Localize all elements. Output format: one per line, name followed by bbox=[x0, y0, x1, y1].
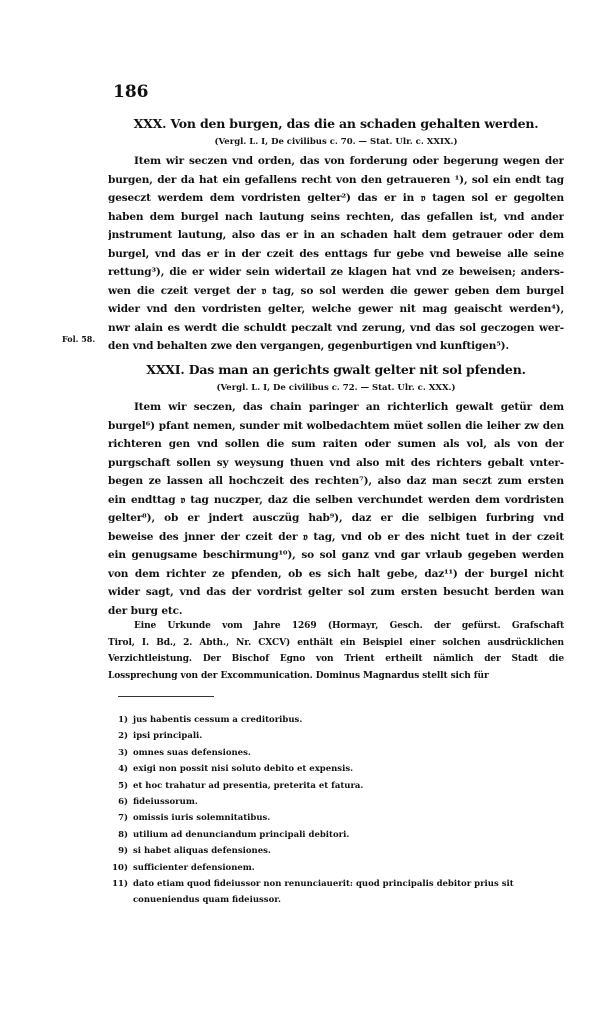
footnote bbox=[108, 827, 564, 843]
text-line: burgel, vnd das er in der czeit des enttags fur gebe vnd beweise alle seine bbox=[108, 247, 564, 260]
text-line: von dem richter ze pfenden, ob es sich halt gebe, daz¹¹) der burgel nicht bbox=[108, 567, 564, 580]
footnote bbox=[108, 794, 564, 810]
text-line: geseczt werdem dem vordristen gelter²) das er in 𝔳 tagen sol er gegolten bbox=[108, 192, 564, 204]
footnote-text-line: et hoc trahatur ad presentia, preterita et fatura. bbox=[133, 780, 364, 791]
section-title-xxx: XXX. Von den burgen, das die an schaden gehalten werden. bbox=[133, 116, 539, 131]
footnote-number: 5) bbox=[118, 780, 128, 791]
footnote-text bbox=[133, 827, 564, 843]
text-line: beweise des jnner der czeit der 𝔳 tag, vnd ob er des nicht tuet in der czeit bbox=[108, 530, 564, 543]
text-line: haben dem burgel nach lautung seins rechten, das gefallen ist, vnd ander bbox=[108, 210, 564, 223]
section-body-xxx bbox=[108, 152, 564, 356]
text-line: wen die czeit verget der 𝔳 tag, so sol werden die gewer geben dem burgel bbox=[108, 284, 564, 297]
footnote-text bbox=[133, 810, 564, 826]
note-line: Lossprechung von der Excommunication. Dominus Magnardus stellt sich für bbox=[108, 670, 489, 681]
footnote-number: 8) bbox=[118, 829, 128, 840]
footnote-number: 7) bbox=[118, 813, 128, 824]
footnote-text bbox=[133, 860, 564, 876]
footnote bbox=[108, 728, 564, 744]
footnote-text bbox=[133, 778, 564, 794]
footnote bbox=[108, 843, 564, 859]
text-line: nwr alain es werdt die schuldt peczalt vnd zerung, vnd das sol geczogen wer- bbox=[108, 321, 564, 334]
section-body-xxxi bbox=[108, 398, 564, 620]
footnote-text-line: omissis iuris solemnitatibus. bbox=[133, 813, 271, 824]
footnote-text-line: ipsi principali. bbox=[133, 731, 203, 742]
footnote bbox=[108, 745, 564, 761]
footnote-number: 10) bbox=[112, 862, 128, 873]
footnote-text bbox=[133, 794, 564, 810]
footnote-text bbox=[133, 761, 564, 777]
footnote-text bbox=[133, 876, 564, 909]
section-title-xxxi: XXXI. Das man an gerichts gwalt gelter nit sol pfenden. bbox=[146, 362, 526, 377]
footnote-text-continuation: conueniendus quam fideiussor. bbox=[133, 895, 281, 906]
note-line: Verzichtleistung. Der Bischof Egno von Trient ertheilt nämlich der Stadt die bbox=[108, 654, 564, 664]
text-line: wider sagt, vnd das der vordrist gelter sol zum ersten besucht berden wan bbox=[108, 586, 564, 598]
footnote-text bbox=[133, 745, 564, 761]
footnote-number: 1) bbox=[118, 715, 128, 725]
text-line: jnstrument lautung, also das er in an schaden halt dem getrauer oder dem bbox=[108, 229, 564, 241]
text-line: purgschaft sollen sy weysung thuen vnd also mit des richters gebalt vnter- bbox=[108, 456, 564, 469]
text-line: den vnd behalten zwe den vergangen, gegenburtigen vnd kunftigen⁵). bbox=[108, 340, 509, 352]
footnote-number: 2) bbox=[118, 731, 128, 742]
text-line: der burg etc. bbox=[108, 604, 183, 617]
text-line: ein genugsame beschirmung¹⁰), so sol ganz vnd gar vrlaub gegeben werden bbox=[108, 549, 564, 561]
footnote-text-line: dato etiam quod fideiussor non renunciauerit: quod principalis debitor prius sit bbox=[133, 878, 514, 889]
text-line: burgel⁶) pfant nemen, sunder mit wolbedachtem müet sollen die leiher zw den bbox=[108, 419, 564, 432]
footnote-text-line: exigi non possit nisi soluto debito et expensis. bbox=[133, 764, 354, 775]
text-line: Item wir seczen vnd orden, das von forderung oder begerung wegen der bbox=[134, 155, 564, 167]
section-reference-xxx: (Vergl. L. I, De civilibus c. 70. — Stat. Ulr. c. XXIX.) bbox=[214, 137, 458, 147]
footnote bbox=[108, 778, 564, 794]
page-number: 186 bbox=[113, 82, 149, 102]
text-line: richteren gen vnd sollen die sum raiten oder sumen als vol, als von der bbox=[108, 438, 564, 450]
footnote bbox=[108, 876, 564, 909]
note-line: Tirol, I. Bd., 2. Abth., Nr. CXCV) enthält ein Beispiel einer solchen ausdrücklichen bbox=[108, 637, 564, 648]
footnote bbox=[108, 761, 564, 777]
margin-folio-note: Fol. 58. bbox=[62, 334, 96, 344]
text-line: burgen, der da hat ein gefallens recht von den getraueren ¹), sol ein endt tag bbox=[108, 173, 564, 186]
text-line: Item wir seczen, das chain paringer an richterlich gewalt getür dem bbox=[134, 401, 564, 413]
footnote-text-line: utilium ad denunciandum principali debitori. bbox=[133, 829, 350, 840]
footnote bbox=[108, 712, 564, 728]
footnote-text-line: fideiussorum. bbox=[133, 796, 198, 807]
note-line: Eine Urkunde vom Jahre 1269 (Hormayr, Gesch. der gefürst. Grafschaft bbox=[134, 621, 564, 631]
text-line: begen ze lassen all hochczeit des rechten⁷), also daz man seczt zum ersten bbox=[108, 475, 564, 487]
footnote bbox=[108, 810, 564, 826]
text-line: wider vnd den vordristen gelter, welche gewer nit mag geaischt werden⁴), bbox=[108, 303, 564, 315]
footnote-separator bbox=[118, 696, 214, 697]
text-line: rettung³), die er wider sein widertail ze klagen hat vnd ze beweisen; anders- bbox=[108, 266, 564, 278]
footnote-number: 6) bbox=[118, 796, 128, 807]
footnote-text bbox=[133, 712, 564, 728]
footnote-number: 9) bbox=[118, 846, 128, 857]
footnote bbox=[108, 860, 564, 876]
section-reference-xxxi: (Vergl. L. I, De civilibus c. 72. — Stat. Ulr. c. XXX.) bbox=[216, 383, 456, 393]
footnote-text-line: si habet aliquas defensiones. bbox=[133, 846, 271, 857]
footnote-text-line: omnes suas defensiones. bbox=[133, 747, 251, 758]
footnote-number: 11) bbox=[112, 878, 128, 889]
footnote-text-line: jus habentis cessum a creditoribus. bbox=[133, 715, 303, 725]
editorial-note bbox=[108, 618, 564, 684]
text-line: gelter⁸), ob er jndert ausczüg hab⁹), daz er die selbigen furbring vnd bbox=[108, 512, 564, 524]
footnote-number: 3) bbox=[118, 747, 128, 758]
footnotes-list bbox=[108, 712, 564, 909]
footnote-text bbox=[133, 728, 564, 744]
text-line: ein endttag 𝔳 tag nuczper, daz die selben verchundet werden dem vordristen bbox=[108, 493, 564, 506]
footnote-text-line: sufficienter defensionem. bbox=[133, 862, 255, 873]
footnote-number: 4) bbox=[118, 764, 128, 775]
footnote-text bbox=[133, 843, 564, 859]
